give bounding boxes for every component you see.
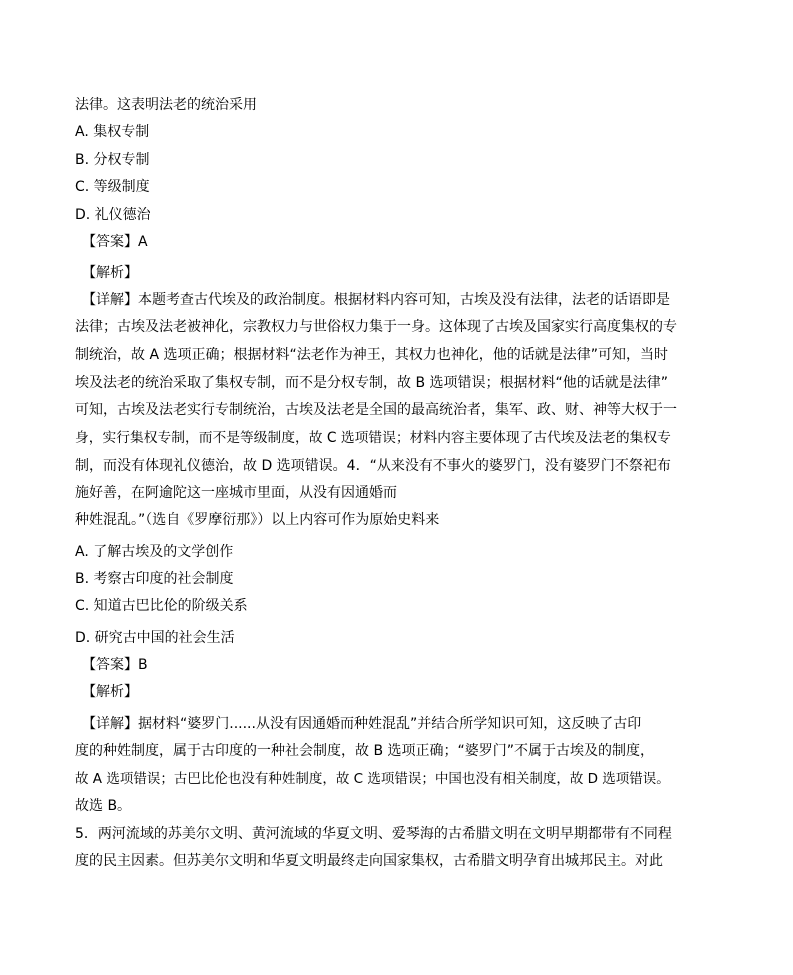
detail-paragraph-line: 故 A 选项错误；古巴比伦也没有种姓制度，故 C 选项错误；中国也没有相关制度，故 D 选项错误。 — [75, 771, 670, 787]
option-d: D. 研究古中国的社会生活 — [75, 630, 235, 646]
question-5-stem: 5．两河流域的苏美尔文明、黄河流域的华夏文明、爱琴海的古希腊文明在文明早期都带有不同程 — [75, 826, 672, 842]
detail-paragraph-line: 【详解】据材料“婆罗门......从没有因通婚而种姓混乱”并结合所学知识可知，这反映了古印 — [82, 716, 642, 732]
detail-paragraph-line: 度的种姓制度，属于古印度的一种社会制度，故 B 选项正确；“婆罗门”不属于古埃及的制度， — [75, 743, 655, 759]
question-5-stem: 度的民主因素。但苏美尔文明和华夏文明最终走向国家集权，古希腊文明孕育出城邦民主。对此 — [75, 853, 663, 869]
answer-label: 【答案】A — [82, 234, 148, 250]
question-4-stem: 施好善，在阿逾陀这一座城市里面，从没有因通婚而 — [75, 485, 397, 501]
detail-paragraph-line: 可知，古埃及法老实行专制统治，古埃及法老是全国的最高统治者，集军、政、财、神等大权于一 — [75, 402, 677, 418]
question-stem-tail: 法律。这表明法老的统治采用 — [75, 97, 257, 113]
detail-paragraph-line: 故选 B。 — [75, 798, 132, 814]
option-c: C. 等级制度 — [75, 179, 150, 195]
analysis-label: 【解析】 — [82, 684, 138, 700]
detail-paragraph-line: 身，实行集权专制，而不是等级制度，故 C 选项错误；材料内容主要体现了古代埃及法老的集权专 — [75, 430, 671, 446]
option-d: D. 礼仪德治 — [75, 207, 151, 223]
option-b: B. 分权专制 — [75, 152, 150, 168]
detail-paragraph-line: 【详解】本题考查古代埃及的政治制度。根据材料内容可知，古埃及没有法律，法老的话语即是 — [82, 292, 670, 308]
detail-paragraph-line: 法律；古埃及法老被神化，宗教权力与世俗权力集于一身。这体现了古埃及国家实行高度集权的专 — [75, 319, 677, 335]
detail-paragraph-line: 制，而没有体现礼仪德治，故 D 选项错误。4．“从来没有不事火的婆罗门，没有婆罗门不祭祀布 — [75, 458, 671, 474]
option-b: B. 考察古印度的社会制度 — [75, 571, 234, 587]
detail-paragraph-line: 埃及法老的统治采取了集权专制，而不是分权专制，故 B 选项错误；根据材料“他的话就是法律” — [75, 375, 669, 391]
option-a: A. 集权专制 — [75, 124, 150, 140]
question-4-stem: 种姓混乱。”（选自《罗摩衍那》）以上内容可作为原始史料来 — [75, 512, 440, 528]
answer-label: 【答案】B — [82, 657, 148, 673]
detail-paragraph-line: 制统治，故 A 选项正确；根据材料“法老作为神王，其权力也神化，他的话就是法律”可知，当时 — [75, 347, 668, 363]
option-a: A. 了解古埃及的文学创作 — [75, 544, 234, 560]
option-c: C. 知道古巴比伦的阶级关系 — [75, 598, 248, 614]
analysis-label: 【解析】 — [82, 265, 138, 281]
